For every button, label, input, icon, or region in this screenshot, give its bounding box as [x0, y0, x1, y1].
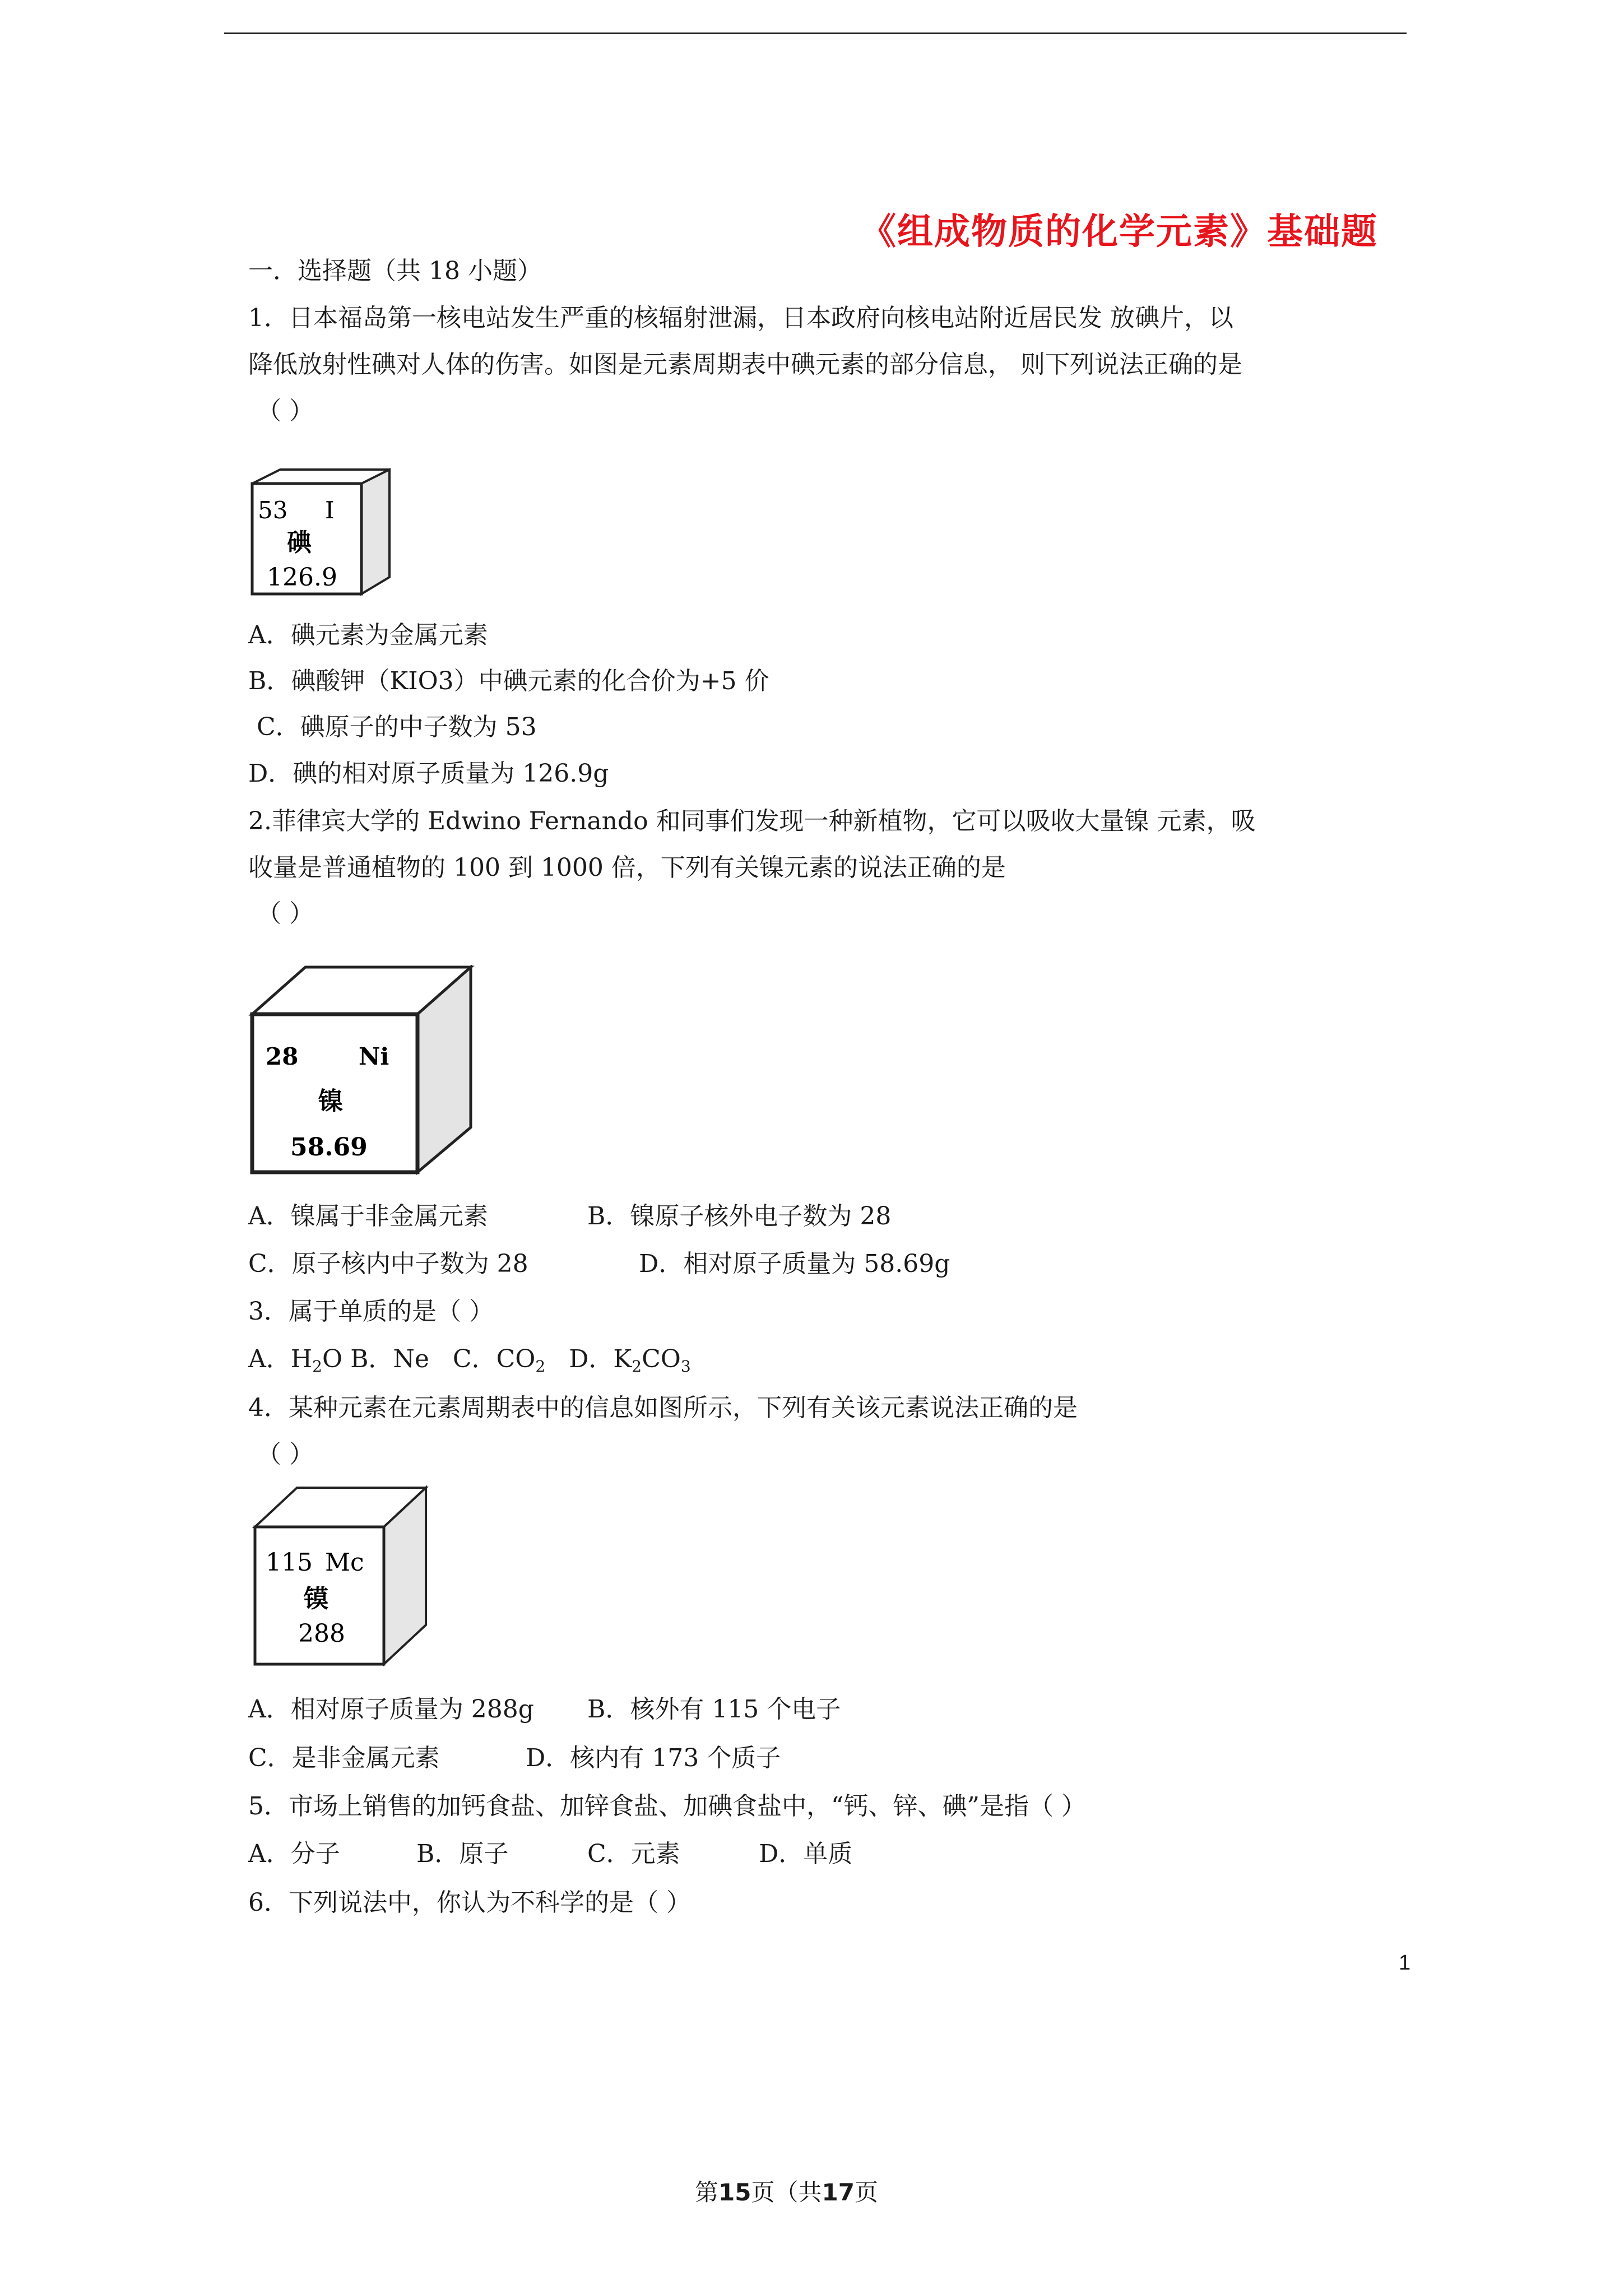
q3-stem: 3．属于单质的是（ ）: [248, 1297, 494, 1326]
q2-option-d: D．相对原子质量为 58.69g: [639, 1250, 950, 1278]
element-symbol: Mc: [325, 1548, 364, 1577]
q4-options-row2: [248, 1744, 781, 1773]
element-symbol: Ni: [359, 1043, 389, 1070]
q5-option-c: C．元素: [587, 1840, 680, 1868]
q2-option-a: A．镍属于非金属元素: [248, 1202, 488, 1230]
element-number: 115: [266, 1548, 313, 1577]
element-name: 镍: [318, 1087, 343, 1116]
element-number: 28: [266, 1043, 299, 1070]
q3-option-c: C．$CO_2$: [452, 1345, 546, 1376]
q1-option-d: D．碘的相对原子质量为 126.9g: [248, 759, 609, 788]
q1-answer-paren: （ ）: [257, 397, 314, 425]
q4-options-row1: [248, 1695, 841, 1724]
element-number: 53: [258, 496, 288, 524]
q2-stem-line1: 2.菲律宾大学的 Edwino Fernando 和同事们发现一种新植物，它可以吸收大量镍 元素，吸: [248, 807, 1256, 835]
q2-stem-line2: 收量是普通植物的 100 到 1000 倍，下列有关镍元素的说法正确的是: [248, 853, 1006, 882]
q1-option-c: C．碘原子的中子数为 53: [257, 713, 537, 741]
moscovium-element-card: [247, 1485, 431, 1670]
q5-option-a: A．分子: [248, 1840, 340, 1868]
q3-option-a: A．$H_2O$: [248, 1345, 343, 1376]
q1-option-a: A．碘元素为金属元素: [248, 621, 488, 649]
q2-options-row2: [248, 1250, 950, 1279]
q3-option-d: D．$K_2CO_3$: [569, 1345, 691, 1376]
element-mass: 288: [298, 1619, 345, 1648]
q2-options-row1: [248, 1202, 891, 1231]
q5-options: [248, 1840, 852, 1869]
q4-answer-paren: （ ）: [257, 1440, 314, 1469]
element-name: 碘: [287, 528, 312, 557]
document-title: 《组成物质的化学元素》基础题: [860, 211, 1378, 253]
q4-stem: 4．某种元素在元素周期表中的信息如图所示，下列有关该元素说法正确的是: [248, 1394, 1078, 1422]
q1-option-b: B．碘酸钾（KIO3）中碘元素的化合价为+5 价: [248, 667, 769, 695]
q2-option-b: B．镍原子核外电子数为 28: [587, 1202, 892, 1230]
q1-stem-line2: 降低放射性碘对人体的伤害。如图是元素周期表中碘元素的部分信息， 则下列说法正确的是: [248, 350, 1242, 379]
element-mass: 58.69: [290, 1133, 368, 1162]
q4-option-d: D．核内有 173 个质子: [526, 1744, 781, 1772]
q4-option-c: C．是非金属元素: [248, 1744, 440, 1772]
iodine-element-card: [247, 468, 398, 602]
q4-option-b: B．核外有 115 个电子: [587, 1695, 841, 1724]
q5-option-d: D．单质: [759, 1840, 853, 1868]
q5-option-b: B．原子: [416, 1840, 509, 1868]
q4-option-a: A．相对原子质量为 288g: [248, 1695, 534, 1724]
element-mass: 126.9: [267, 563, 337, 592]
page-number: 1: [1399, 1951, 1411, 1975]
q3-options: [248, 1345, 691, 1374]
page-footer: 第15页（共17页: [695, 2179, 878, 2206]
q5-stem: 5．市场上销售的加钙食盐、加锌食盐、加碘食盐中，“钙、锌、碘”是指（ ）: [248, 1792, 1086, 1821]
q1-stem-line1: 1．日本福岛第一核电站发生严重的核辐射泄漏，日本政府向核电站附近居民发 放碘片，以: [248, 304, 1233, 332]
nickel-element-card: [247, 965, 476, 1178]
element-symbol: I: [325, 496, 335, 524]
element-name: 镆: [304, 1585, 328, 1613]
q3-option-b: B．Ne: [350, 1345, 429, 1373]
q2-answer-paren: （ ）: [257, 899, 314, 928]
q2-option-c: C．原子核内中子数为 28: [248, 1250, 528, 1278]
header-rule: [224, 32, 1407, 34]
q6-stem: 6．下列说法中，你认为不科学的是（ ）: [248, 1888, 691, 1917]
section-heading: 一．选择题（共 18 小题）: [248, 257, 542, 285]
